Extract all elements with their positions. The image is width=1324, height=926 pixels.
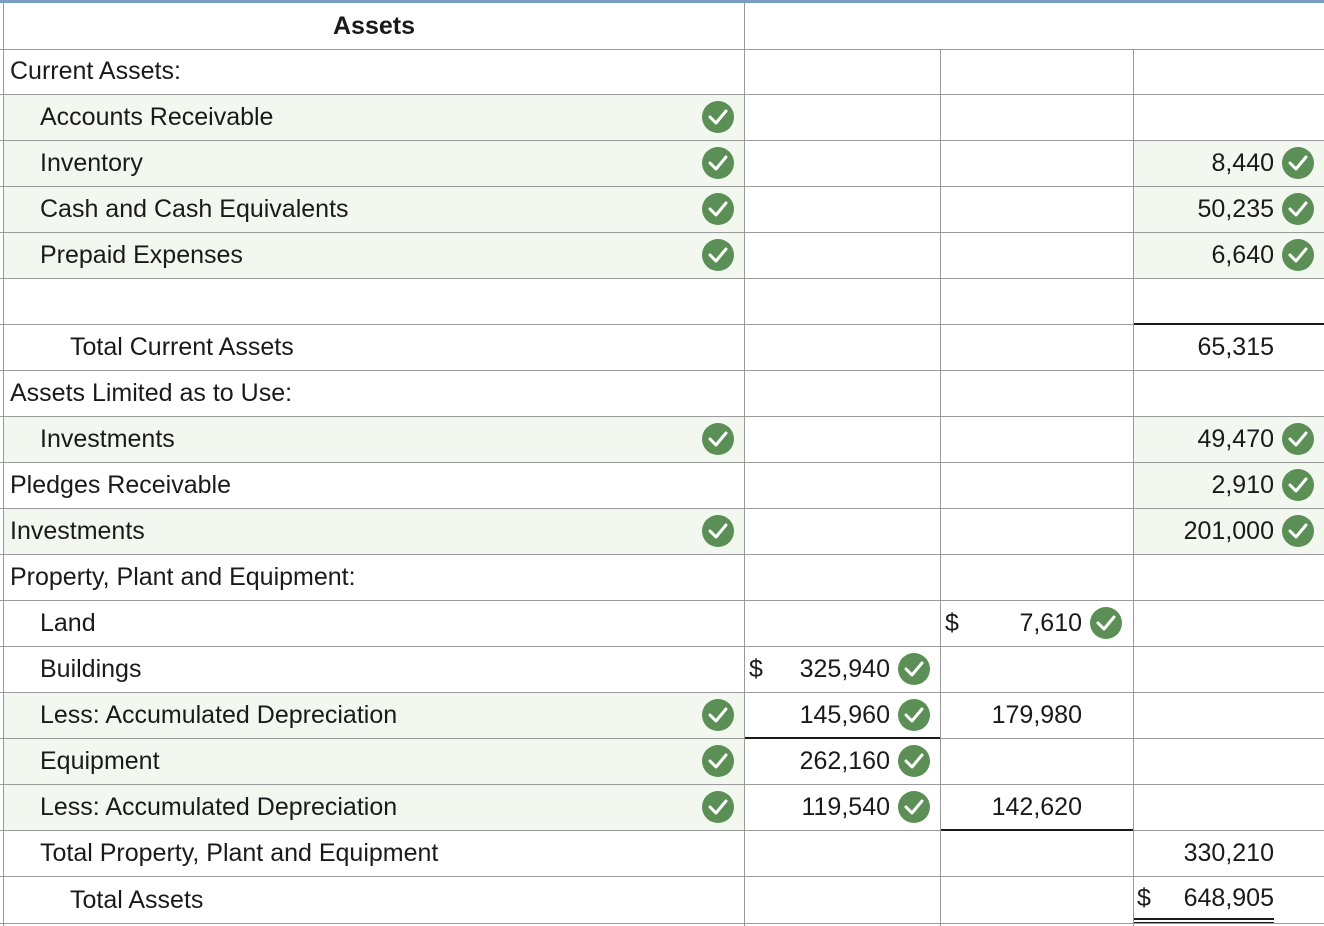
row-total-assets bbox=[0, 877, 1324, 926]
amount-value[interactable]: 145,960 bbox=[799, 701, 890, 729]
row-total-ppe bbox=[0, 831, 1324, 877]
checkmark-icon bbox=[1282, 515, 1314, 547]
row-blank bbox=[0, 279, 1324, 325]
row-label[interactable]: Less: Accumulated Depreciation bbox=[40, 793, 398, 821]
row-label[interactable] bbox=[0, 279, 10, 324]
amount-value[interactable]: 262,160 bbox=[799, 747, 890, 775]
amount-value[interactable]: 8,440 bbox=[1211, 149, 1274, 177]
row-label[interactable]: Accounts Receivable bbox=[40, 103, 274, 131]
amount-value[interactable]: 201,000 bbox=[1183, 517, 1274, 545]
checkmark-icon bbox=[898, 699, 930, 731]
checkmark-icon bbox=[1282, 423, 1314, 455]
checkmark-icon bbox=[702, 515, 734, 547]
amount-value: 648,905 bbox=[1183, 884, 1274, 912]
dollar-sign: $ bbox=[1137, 884, 1151, 912]
checkmark-icon bbox=[702, 193, 734, 225]
total-double-underline bbox=[1134, 918, 1274, 920]
dollar-sign: $ bbox=[945, 609, 959, 637]
row-label[interactable]: Cash and Cash Equivalents bbox=[40, 195, 349, 223]
row-buildings bbox=[0, 647, 1324, 693]
row-assets-limited bbox=[0, 371, 1324, 417]
checkmark-icon bbox=[702, 699, 734, 731]
checkmark-icon bbox=[1282, 239, 1314, 271]
assets-heading: Assets bbox=[333, 12, 415, 40]
checkmark-icon bbox=[898, 745, 930, 777]
row-label: Property, Plant and Equipment: bbox=[10, 563, 356, 591]
row-label[interactable]: Investments bbox=[10, 517, 145, 545]
checkmark-icon bbox=[1282, 147, 1314, 179]
row-less-accum-dep-equipment bbox=[0, 785, 1324, 831]
row-label: Pledges Receivable bbox=[10, 471, 231, 499]
row-label: Land bbox=[40, 609, 96, 637]
checkmark-icon bbox=[702, 423, 734, 455]
checkmark-icon bbox=[1090, 607, 1122, 639]
amount-value: 65,315 bbox=[1197, 333, 1274, 361]
row-current-assets bbox=[0, 49, 1324, 95]
row-equipment bbox=[0, 739, 1324, 785]
amount-value[interactable]: 50,235 bbox=[1197, 195, 1274, 223]
header-row bbox=[0, 3, 1324, 50]
checkmark-icon bbox=[1282, 193, 1314, 225]
row-less-accum-dep-buildings bbox=[0, 693, 1324, 739]
left-border bbox=[3, 3, 4, 926]
row-total-current-assets bbox=[0, 325, 1324, 371]
row-label[interactable]: Inventory bbox=[40, 149, 143, 177]
row-cash bbox=[0, 187, 1324, 233]
row-label[interactable]: Less: Accumulated Depreciation bbox=[40, 701, 398, 729]
checkmark-icon bbox=[702, 147, 734, 179]
row-label: Total Property, Plant and Equipment bbox=[40, 839, 439, 867]
checkmark-icon bbox=[702, 745, 734, 777]
amount-value: 142,620 bbox=[991, 793, 1082, 821]
checkmark-icon bbox=[702, 239, 734, 271]
amount-value[interactable]: 49,470 bbox=[1197, 425, 1274, 453]
amount-value[interactable]: 6,640 bbox=[1211, 241, 1274, 269]
row-inventory bbox=[0, 141, 1324, 187]
dollar-sign: $ bbox=[749, 655, 763, 683]
row-label: Total Current Assets bbox=[70, 333, 294, 361]
row-label: Current Assets: bbox=[10, 57, 181, 85]
row-label: Buildings bbox=[40, 655, 142, 683]
row-prepaid bbox=[0, 233, 1324, 279]
amount-value: 179,980 bbox=[991, 701, 1082, 729]
amount-value: 330,210 bbox=[1183, 839, 1274, 867]
checkmark-icon bbox=[898, 791, 930, 823]
row-investments-limited bbox=[0, 417, 1324, 463]
row-label[interactable]: Equipment bbox=[40, 747, 160, 775]
row-ppe-heading bbox=[0, 555, 1324, 601]
row-label[interactable]: Prepaid Expenses bbox=[40, 241, 243, 269]
row-pledges-receivable bbox=[0, 463, 1324, 509]
row-land bbox=[0, 601, 1324, 647]
column-divider bbox=[1133, 49, 1134, 926]
row-label[interactable]: Investments bbox=[40, 425, 175, 453]
row-investments bbox=[0, 509, 1324, 555]
row-label: Assets Limited as to Use: bbox=[10, 379, 293, 407]
column-divider bbox=[744, 3, 745, 926]
column-divider bbox=[940, 49, 941, 926]
checkmark-icon bbox=[898, 653, 930, 685]
row-accounts-receivable bbox=[0, 95, 1324, 141]
checkmark-icon bbox=[1282, 469, 1314, 501]
amount-value[interactable]: 119,540 bbox=[801, 793, 890, 821]
row-label: Total Assets bbox=[70, 886, 204, 914]
amount-value[interactable]: 7,610 bbox=[1019, 609, 1082, 637]
amount-value[interactable]: 325,940 bbox=[799, 655, 890, 683]
checkmark-icon bbox=[702, 101, 734, 133]
amount-value[interactable]: 2,910 bbox=[1211, 471, 1274, 499]
checkmark-icon bbox=[702, 791, 734, 823]
